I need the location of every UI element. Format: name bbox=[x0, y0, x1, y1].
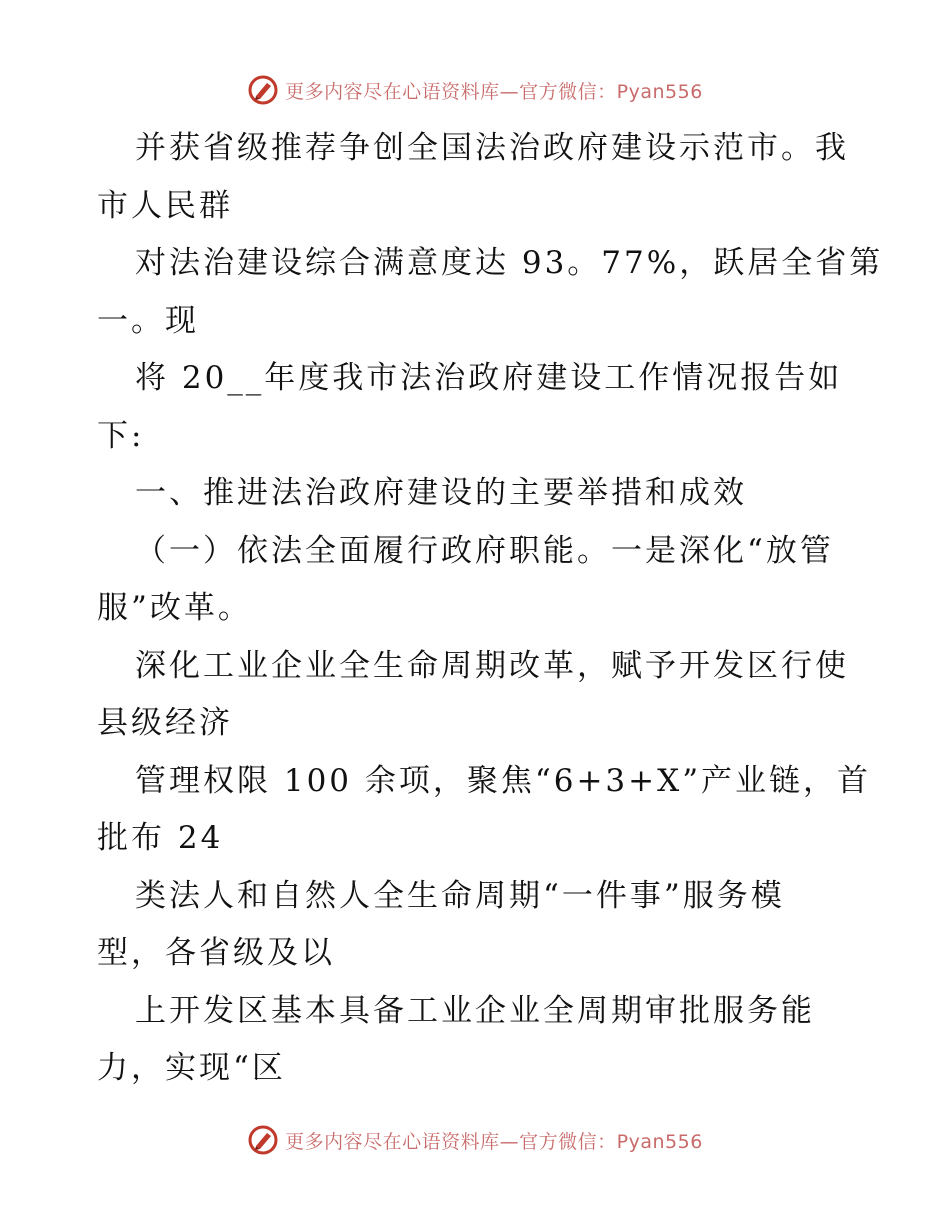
paragraph-line: 深化工业企业全生命周期改革，赋予开发区行使 bbox=[135, 647, 849, 684]
watermark-text: 更多内容尽在心语资料库—官方微信：Pyan556 bbox=[285, 1130, 703, 1153]
paragraph-line: 型，各省级及以 bbox=[97, 935, 335, 971]
paragraph-line: 管理权限 100 余项，聚焦“6+3+X”产业链，首 bbox=[135, 762, 872, 799]
paragraph-line: 类法人和自然人全生命周期“一件事”服务模 bbox=[135, 877, 785, 914]
paragraph-line: （一）依法全面履行政府职能。一是深化“放管 bbox=[135, 532, 834, 569]
red-pen-logo-icon bbox=[247, 1124, 279, 1156]
document-body bbox=[97, 120, 884, 1098]
red-pen-logo-icon bbox=[247, 74, 279, 106]
paragraph-line: 并获省级推荐争创全国法治政府建设示范市。我 bbox=[135, 130, 849, 166]
paragraph-line: 批布 24 bbox=[97, 820, 224, 856]
paragraph-line: 市人民群 bbox=[97, 187, 233, 224]
paragraph-line: 一。现 bbox=[97, 302, 199, 339]
section-heading: 一、推进法治政府建设的主要举措和成效 bbox=[135, 475, 747, 511]
paragraph-line: 力，实现“区 bbox=[97, 1050, 286, 1086]
watermark-header bbox=[0, 70, 950, 110]
paragraph-line: 县级经济 bbox=[97, 705, 233, 741]
paragraph-line: 服”改革。 bbox=[97, 590, 252, 626]
watermark-footer bbox=[0, 1120, 950, 1160]
paragraph-line: 上开发区基本具备工业企业全周期审批服务能 bbox=[135, 992, 815, 1029]
paragraph-line: 下: bbox=[97, 417, 145, 454]
paragraph-line: 对法治建设综合满意度达 93。77%，跃居全省第 bbox=[135, 245, 884, 281]
paragraph-line: 将 20__年度我市法治政府建设工作情况报告如 bbox=[135, 360, 843, 396]
watermark-text: 更多内容尽在心语资料库—官方微信：Pyan556 bbox=[285, 80, 703, 103]
